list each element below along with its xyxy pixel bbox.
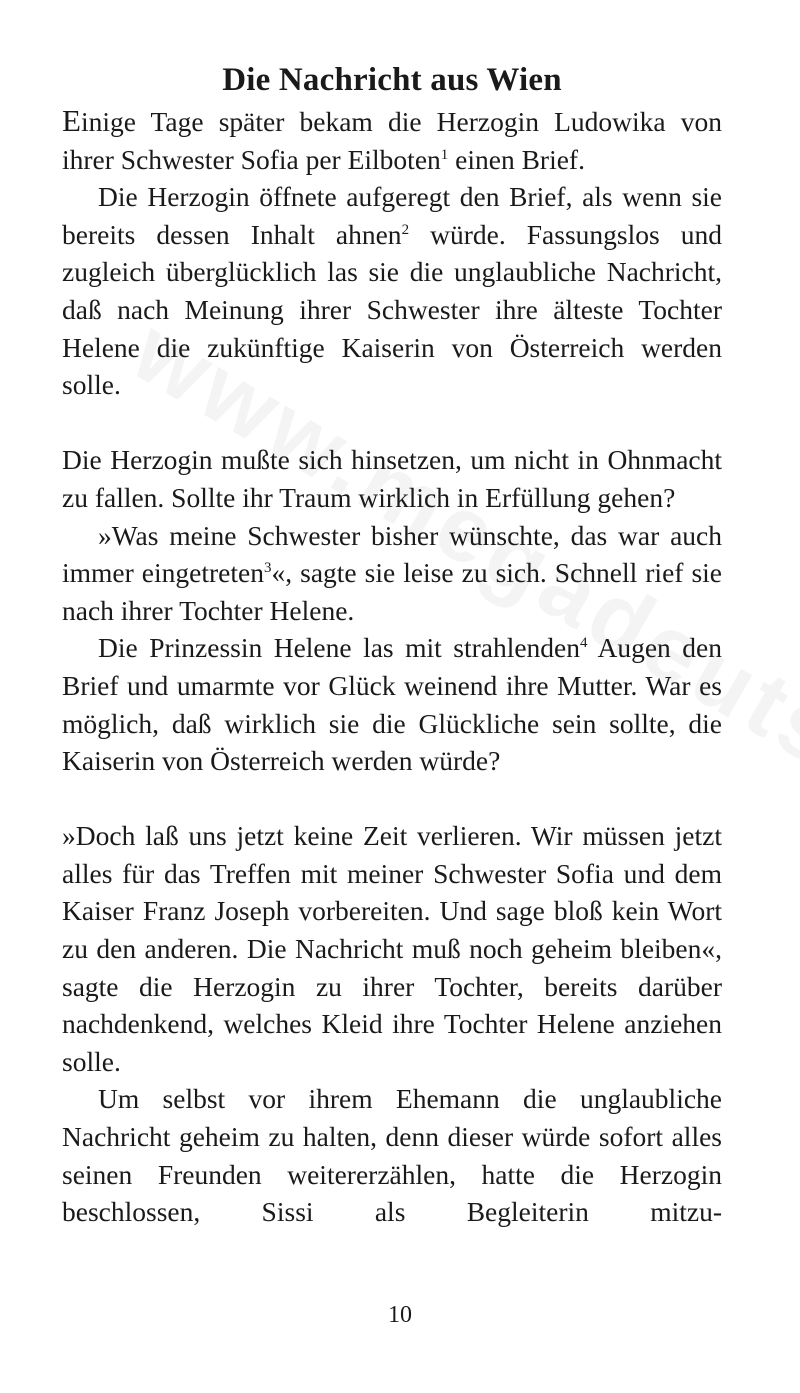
chapter-title: Die Nachricht aus Wien <box>222 62 562 98</box>
paragraph-text: einen Brief. <box>448 143 585 175</box>
paragraph-5 <box>62 629 722 779</box>
paragraph-text: »Doch laß uns jetzt keine Zeit verlieren. Wir müssen jetzt alles für das Treffen mit meiner Schwester Sofia und dem Kaiser Franz Joseph vorbereiten. Und sage bloß kein Wort zu den anderen. Die Nachricht muß noch geheim bleiben«, sagte die Herzogin zu ihrer Tochter, bereits darüber nachdenkend, welches Kleid ihre Tochter Helene anziehen solle. <box>62 820 722 1077</box>
paragraph-text: «, sagte sie leise zu sich. Schnell rief sie nach ihrer Tochter Helene. <box>62 557 723 626</box>
footnote-marker: 1 <box>440 146 449 163</box>
footnote-marker: 4 <box>580 635 588 652</box>
paragraph-2 <box>62 178 722 404</box>
paragraph-text: Die Prinzessin Helene las mit strahlenden <box>98 632 581 664</box>
paragraph-6 <box>62 817 722 1080</box>
footnote-marker: 3 <box>263 559 272 576</box>
paragraph-text: würde. Fassungslos und zugleich überglücklich las sie die unglaubliche Nachricht, daß nach Meinung ihrer Schwester ihre älteste Tochter Helene die zukünftige Kaiserin von Österreich werden solle. <box>62 218 722 401</box>
page-number: 10 <box>388 1302 412 1328</box>
paragraph-text: Die Herzogin mußte sich hinsetzen, um nicht in Ohnmacht zu fallen. Sollte ihr Traum wirklich in Erfüllung gehen? <box>62 444 722 513</box>
paragraph-text: Um selbst vor ihrem Ehemann die unglaubliche Nachricht geheim zu halten, denn dieser würde sofort alles seinen Freunden weitererzählen, hatte die Herzogin beschlossen, Sissi als Begleiterin mitzu- <box>62 1083 722 1228</box>
paragraph-1 <box>62 102 722 178</box>
footnote-marker: 2 <box>401 221 410 238</box>
paragraph-text: »Was meine Schwester bisher wünschte, das war auch immer eingetreten <box>62 519 722 589</box>
paragraph-text: Die Herzogin öffnete aufgeregt den Brief, als wenn sie bereits dessen Inhalt ahnen <box>62 181 722 250</box>
paragraph-4 <box>62 517 722 630</box>
paragraph-3 <box>62 441 722 516</box>
paragraph-text: Einige Tage später bekam die Herzogin Ludowika von ihrer Schwester Sofia per Eilboten <box>62 103 722 175</box>
book-page <box>62 58 722 1231</box>
paragraph-7 <box>62 1080 722 1230</box>
paragraph-text: Augen den Brief und umarmte vor Glück weinend ihre Mutter. War es möglich, daß wirklich sie die Glückliche sein sollte, die Kaiserin von Österreich werden würde? <box>62 632 722 777</box>
